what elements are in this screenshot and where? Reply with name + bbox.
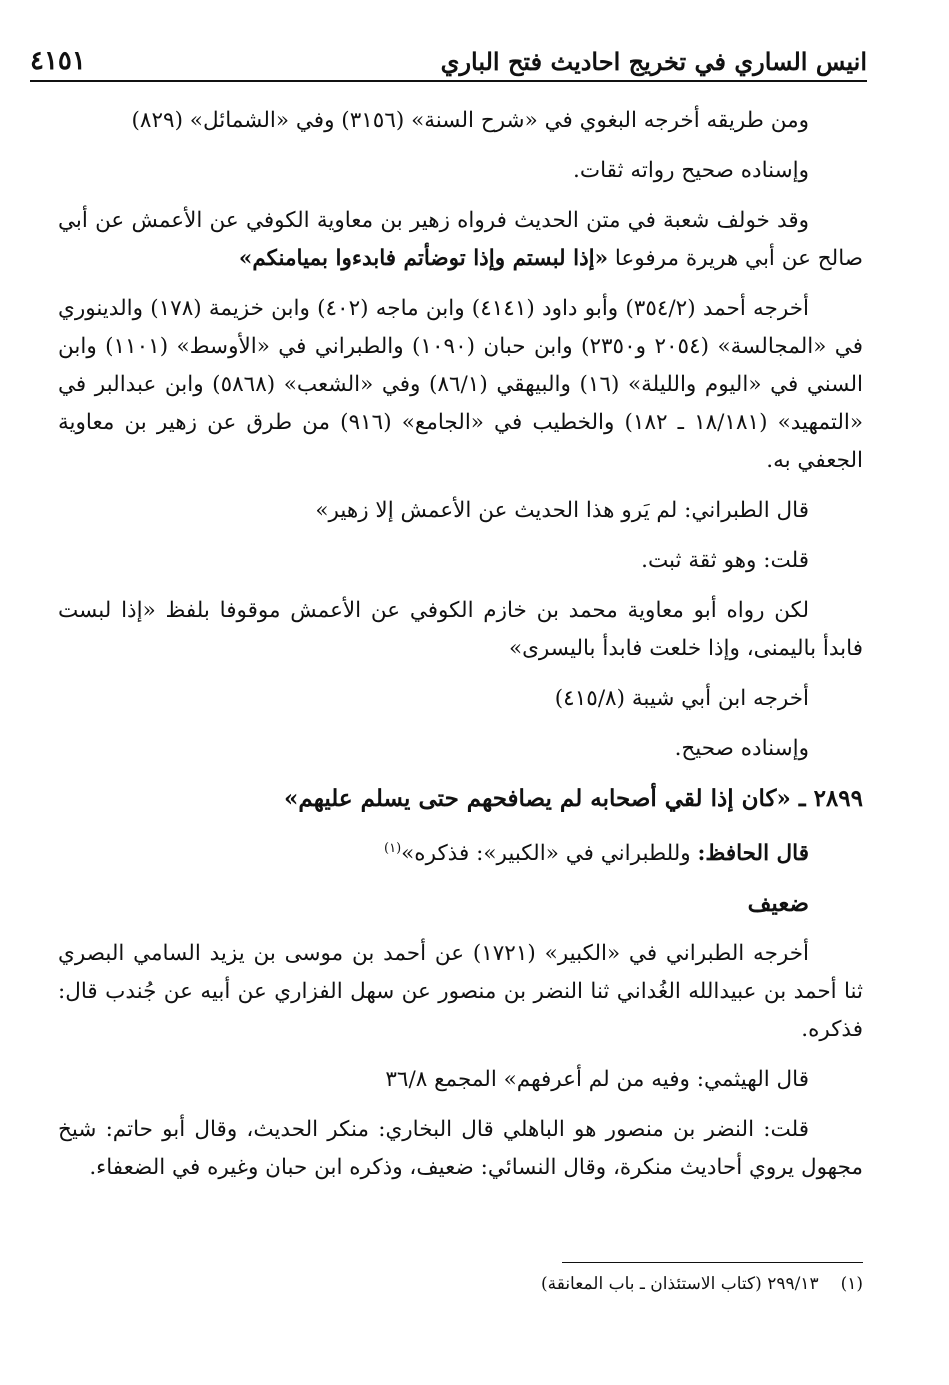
hafiz-text: وللطبراني في «الكبير»: فذكره» (401, 841, 698, 867)
paragraph-nadr: قلت: النضر بن منصور هو الباهلي قال البخاري: منكر الحديث، وقال أبو حاتم: شيخ مجهول يروي أحاديث منكرة، وقال النسائي: ضعيف، وذكره ابن حبان وغيره في الضعفاء. (58, 1117, 863, 1181)
footnote-text: ٢٩٩/١٣ (كتاب الاستئذان ـ باب المعانقة) (540, 1274, 819, 1294)
paragraph-takhrij: أخرجه أحمد (٣٥٤/٢) وأبو داود (٤١٤١) وابن ماجه (٤٠٢) وابن خزيمة (١٧٨) والدينوري في «المجالسة» (٢٠٥٤ و٢٣٥٠) وابن حبان (١٠٩٠) والطبراني في «الأوسط» (١١٠١) وابن السني في «اليوم والليلة» (١٦) والبيهقي (٨٦/١) وفي «الشعب» (٥٨٦٨) وابن عبدالبر في «التمهيد» (١٨/١٨١ ـ ١٨٢) والخطيب في «الجامع» (٩١٦) من طرق عن زهير بن معاوية الجعفي به. (58, 296, 864, 473)
paragraph-kabir: أخرجه الطبراني في «الكبير» (١٧٢١) عن أحمد بن موسى بن يزيد السامي البصري ثنا أحمد بن عبيدالله الغُداني ثنا النضر بن منصور عن سهل الفزاري عن أبيه عن جُندب قال: فذكره. (58, 941, 863, 1043)
paragraph-isnad-sahih: وإسناده صحيح رواته ثقات. (573, 158, 809, 183)
paragraph-khulifa-text: وقد خولف شعبة في متن الحديث فرواه زهير بن معاوية الكوفي عن الأعمش عن أبي صالح عن أبي هريرة مرفوعا (58, 208, 863, 271)
paragraph-ibn-abi-shayba: أخرجه ابن أبي شيبة (٤١٥/٨) (554, 686, 809, 711)
paragraph-baghawi: ومن طريقه أخرجه البغوي في «شرح السنة» (٣١٥٦) وفي «الشمائل» (٨٢٩) (131, 108, 809, 133)
footnote-number: (١) (840, 1274, 863, 1294)
hadith-heading: ٢٨٩٩ ـ «كان إذا لقي أصحابه لم يصافحهم حتى يسلم عليهم» (284, 785, 863, 812)
main-text (58, 102, 863, 1199)
footnote-ref: (١) (384, 841, 402, 856)
paragraph-khulifa (58, 202, 863, 278)
paragraph-tabarani: قال الطبراني: لم يَرو هذا الحديث عن الأعمش إلا زهير» (315, 498, 809, 523)
paragraph-isnad-sahih-2: وإسناده صحيح. (674, 736, 809, 761)
footnote-rule (562, 1262, 863, 1263)
paragraph-haythami: قال الهيثمي: وفيه من لم أعرفهم» المجمع ٣٦/٨ (385, 1067, 809, 1093)
page-number: ٤١٥١ (30, 46, 86, 76)
paragraph-mawquf: لكن رواه أبو معاوية محمد بن خازم الكوفي عن الأعمش موقوفا بلفظ «إذا لبست فابدأ باليمنى، وإذا خلعت فابدأ باليسرى» (58, 598, 863, 661)
book-title: انيس الساري في تخريج احاديث فتح الباري (440, 47, 867, 76)
footnote (58, 1270, 863, 1298)
hafiz-label: قال الحافظ: (697, 841, 809, 867)
grade-label: ضعيف (747, 890, 809, 918)
paragraph-hafiz (58, 830, 863, 873)
paragraph-thiqa: قلت: وهو ثقة ثبت. (641, 548, 809, 573)
running-header (30, 36, 867, 76)
marfu-quote: «إذا لبستم وإذا توضأتم فابدءوا بميامنكم» (238, 246, 609, 271)
header-rule (30, 80, 867, 82)
